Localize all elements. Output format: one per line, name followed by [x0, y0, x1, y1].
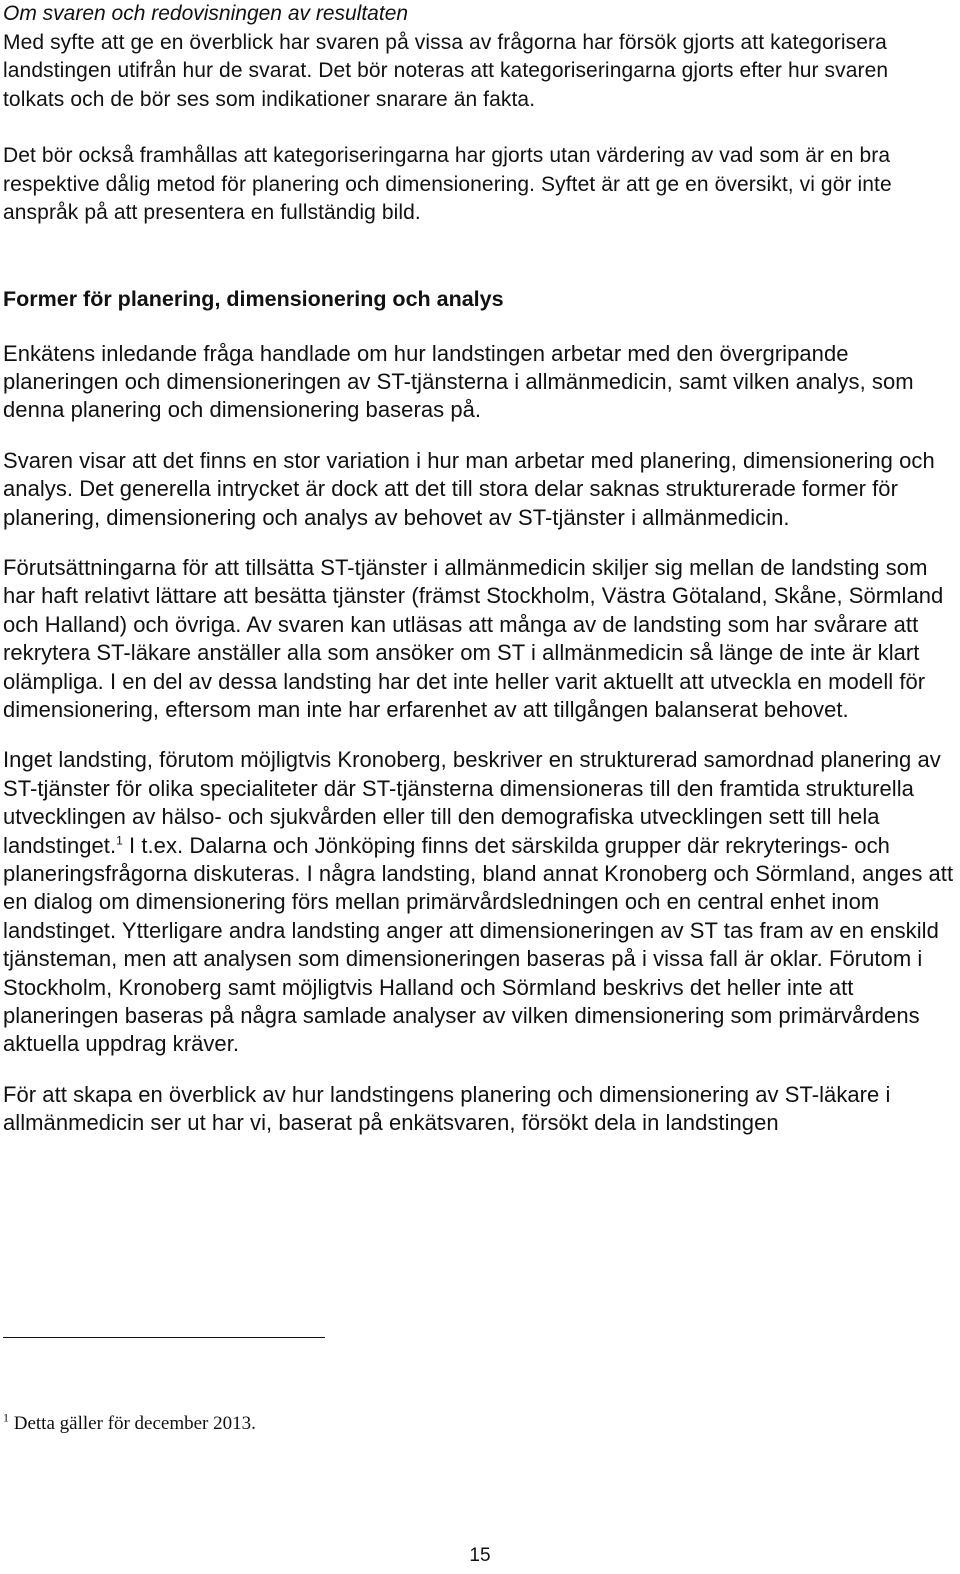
section-paragraph-2: Svaren visar att det finns en stor variation i hur man arbetar med planering, dimensionering och analys. Det generella intrycket är dock att det till stora delar saknas strukturerade former för planering, dimensionering och analys av behovet av ST-tjänster i allmänmedicin. — [3, 447, 935, 530]
paragraph-4-text-after: I t.ex. Dalarna och Jönköping finns det särskilda grupper där rekryterings- och planeringsfrågorna diskuteras. I några landsting, bland annat Kronoberg och Sörmland, anges att en dialog om dimensionering förs mellan primärvårdsledningen och en central enhet inom landstinget. Ytterligare andra landsting anger att dimensioneringen av ST tas fram av en enskild tjänsteman, men att analysen som dimensioneringen baseras på i vissa fall är oklar. Förutom i Stockholm, Kronoberg samt möjligtvis Halland och Sörmland beskrivs det heller inte att planeringen baseras på några samlade analyser av vilken dimensionering som primärvårdens aktuella uppdrag kräver. — [3, 832, 954, 1057]
footnote-text: Detta gäller för december 2013. — [9, 1413, 256, 1434]
paragraph-4-text-before: Inget landsting, förutom möjligtvis Kronoberg, beskriver en strukturerad samordnad planering av ST-tjänster för olika specialiteter där ST-tjänsterna dimensioneras till den framtida strukturella utvecklingen av hälso- och sjukvården eller till den demografiska utvecklingen sett till hela landstinget. — [3, 747, 941, 858]
section-paragraph-4 — [3, 746, 955, 1058]
footnote — [3, 1412, 256, 1436]
section-paragraph-1: Enkätens inledande fråga handlade om hur landstingen arbetar med den övergripande planeringen och dimensioneringen av ST-tjänsterna i allmänmedicin, samt vilken analys, som denna planering och dimensionering baseras på. — [3, 340, 914, 423]
intro-paragraph-2: Det bör också framhållas att kategoriseringarna har gjorts utan värdering av vad som är en bra respektive dålig metod för planering och dimensionering. Syftet är att ge en översikt, vi gör inte anspråk på att presentera en fullständig bild. — [3, 144, 892, 224]
section-title: Former för planering, dimensionering och analys — [3, 286, 504, 311]
footnote-marker: 1 — [3, 1410, 9, 1425]
intro-heading: Om svaren och redovisningen av resultaten — [3, 2, 409, 25]
footnote-divider — [3, 1337, 325, 1338]
section-paragraph-5: För att skapa en överblick av hur landstingens planering och dimensionering av ST-läkare i allmänmedicin ser ut har vi, baserat på enkätsvaren, försökt dela in landstingen — [3, 1081, 891, 1136]
section-paragraph-3: Förutsättningarna för att tillsätta ST-tjänster i allmänmedicin skiljer sig mellan de landsting som har haft relativt lättare att besätta tjänster (främst Stockholm, Västra Götaland, Skåne, Sörmland och Halland) och övriga. Av svaren kan utläsas att många av de landsting som har svårare att rekrytera ST-läkare anställer alla som ansöker om ST i allmänmedicin så länge de inte är klart olämpliga. I en del av dessa landsting har det inte heller varit aktuellt att utveckla en modell för dimensionering, eftersom man inte har erfarenhet av att tillgången balanserat behovet. — [3, 554, 944, 722]
page-number: 15 — [469, 1545, 491, 1566]
intro-paragraph-1: Med syfte att ge en överblick har svaren på vissa av frågorna har försök gjorts att kategorisera landstingen utifrån hur de svarat. Det bör noteras att kategoriseringarna gjorts efter hur svaren tolkats och de bör ses som indikationer snarare än fakta. — [3, 30, 889, 111]
footnote-reference[interactable]: 1 — [116, 833, 123, 848]
document-page — [3, 0, 955, 1138]
